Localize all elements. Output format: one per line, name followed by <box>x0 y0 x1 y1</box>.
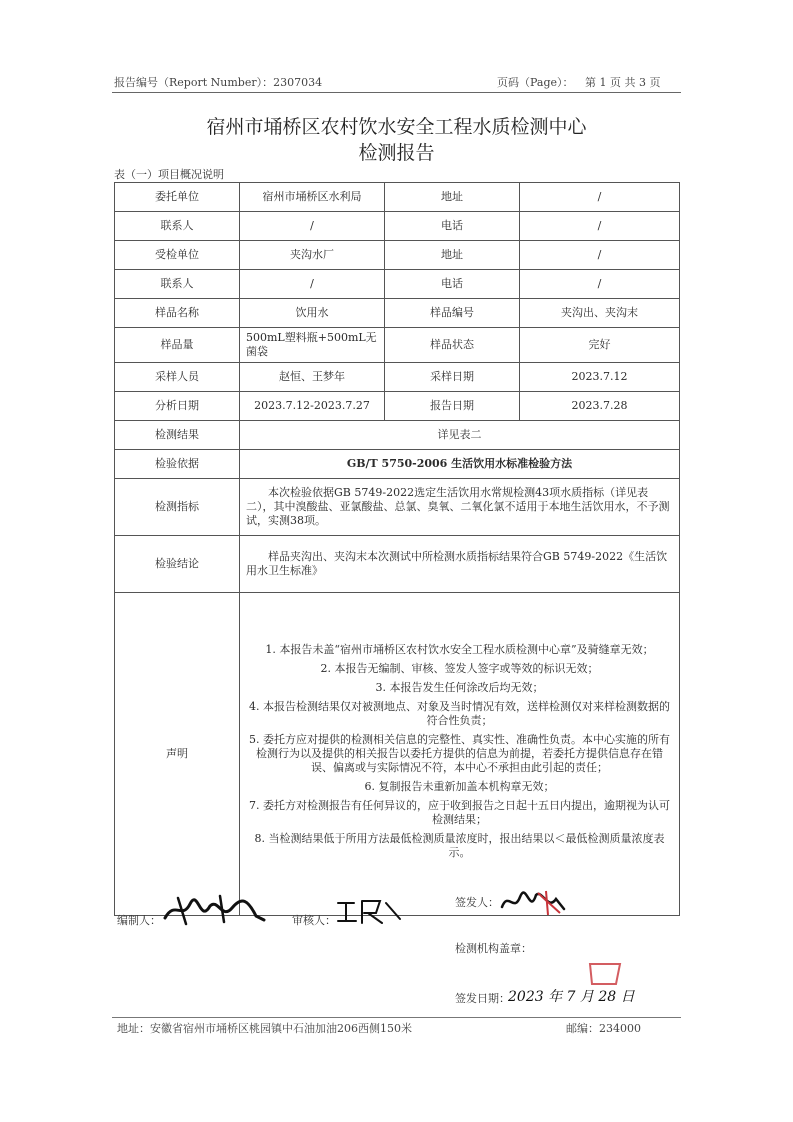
sampling-date-label: 采样日期 <box>385 363 520 392</box>
sampler-label: 采样人员 <box>115 363 240 392</box>
basis-label: 检验依据 <box>115 450 240 479</box>
table-row <box>115 392 680 421</box>
declaration-item: 4. 本报告检测结果仅对被测地点、对象及当时情况有效，送样检测仅对来样检测数据的符合性负责； <box>249 700 670 727</box>
reviewer-signature <box>334 893 404 927</box>
declaration-item: 7. 委托方对检测报告有任何异议的，应于收到报告之日起十五日内提出，逾期视为认可检测结果； <box>249 799 670 826</box>
issue-date-handwritten: 2023 年 7 月 28 日 <box>508 989 635 1005</box>
result-value: 详见表二 <box>240 421 680 450</box>
conclusion-label: 检验结论 <box>115 536 240 593</box>
footer-postcode: 邮编：234000 <box>566 1022 641 1035</box>
phone-value: / <box>520 212 680 241</box>
conclusion-value: 样品夹沟出、夹沟末本次测试中所检测水质指标结果符合GB 5749-2022《生活饮用水卫生标准》 <box>246 550 668 577</box>
overview-table <box>114 182 680 916</box>
sample-name-value: 饮用水 <box>240 299 385 328</box>
red-stamp-fragment <box>586 958 626 988</box>
page-title: 宿州市埇桥区农村饮水安全工程水质检测中心 <box>206 116 587 138</box>
issue-date-label: 签发日期： <box>455 992 510 1005</box>
report-number: 报告编号（Report Number）：2307034 <box>114 76 323 89</box>
phone-label: 电话 <box>385 212 520 241</box>
table-row <box>115 212 680 241</box>
phone2-value: / <box>520 270 680 299</box>
declaration-item: 8. 当检测结果低于所用方法最低检测质量浓度时，报出结果以＜最低检测质量浓度表示。 <box>254 832 665 859</box>
table-row <box>115 328 680 363</box>
contact-value: / <box>240 212 385 241</box>
phone2-label: 电话 <box>385 270 520 299</box>
declaration-list <box>240 593 680 916</box>
issuer-label: 签发人： <box>455 896 499 909</box>
sample-state-label: 样品状态 <box>385 328 520 363</box>
page-number: 第 1 页 共 3 页 <box>585 76 661 89</box>
declaration-item: 5. 委托方应对提供的检测相关信息的完整性、真实性、准确性负责。本中心实施的所有检测行为以及提供的相关报告以委托方提供的信息为前提，若委托方提供信息存在错误、偏离或与实际情况不符，本中心不承担由此引起的责任； <box>249 733 670 774</box>
analysis-date-label: 分析日期 <box>115 392 240 421</box>
table-row <box>115 241 680 270</box>
sample-no-value: 夹沟出、夹沟末 <box>520 299 680 328</box>
address-label: 地址 <box>385 183 520 212</box>
editor-label: 编制人： <box>117 914 161 927</box>
table-caption: 表（一）项目概况说明 <box>114 168 224 181</box>
table-row <box>115 363 680 392</box>
table-row <box>115 479 680 536</box>
table-row <box>115 421 680 450</box>
sample-qty-label: 样品量 <box>115 328 240 363</box>
client-value: 宿州市埇桥区水利局 <box>240 183 385 212</box>
sampler-value: 赵恒、王梦年 <box>240 363 385 392</box>
page-subtitle: 检测报告 <box>358 142 435 164</box>
report-date-label: 报告日期 <box>385 392 520 421</box>
analysis-date-value: 2023.7.12-2023.7.27 <box>240 392 385 421</box>
table-row <box>115 183 680 212</box>
client-label: 委托单位 <box>115 183 240 212</box>
address-value: / <box>520 183 680 212</box>
report-date-value: 2023.7.28 <box>520 392 680 421</box>
sampling-date-value: 2023.7.12 <box>520 363 680 392</box>
footer-divider <box>112 1017 681 1018</box>
inspected-unit-value: 夹沟水厂 <box>240 241 385 270</box>
sample-name-label: 样品名称 <box>115 299 240 328</box>
table-row <box>115 536 680 593</box>
reviewer-label: 审核人： <box>292 914 336 927</box>
sample-qty-value: 500mL塑料瓶+500mL无菌袋 <box>240 328 385 363</box>
contact2-label: 联系人 <box>115 270 240 299</box>
basis-value: GB/T 5750-2006 生活饮用水标准检验方法 <box>240 450 680 479</box>
table-row <box>115 270 680 299</box>
table-row <box>115 593 680 916</box>
declaration-label: 声明 <box>115 593 240 916</box>
address2-label: 地址 <box>385 241 520 270</box>
declaration-item: 2. 本报告无编制、审核、签发人签字或等效的标识无效； <box>320 662 599 675</box>
editor-signature <box>160 890 270 930</box>
sample-state-value: 完好 <box>520 328 680 363</box>
inspected-unit-label: 受检单位 <box>115 241 240 270</box>
footer-address: 地址：安徽省宿州市埇桥区桃园镇中石油加油206西侧150米 <box>117 1022 412 1035</box>
address2-value: / <box>520 241 680 270</box>
declaration-item: 1. 本报告未盖“宿州市埇桥区农村饮水安全工程水质检测中心章”及骑缝章无效； <box>265 643 654 656</box>
indicator-value: 本次检验依据GB 5749-2022选定生活饮用水常规检测43项水质指标（详见表二），其中溴酸盐、亚氯酸盐、总氯、臭氧、二氧化氯不适用于本地生活饮用水，不予测试，实测38项。 <box>246 486 670 527</box>
page-label: 页码（Page）： <box>497 76 574 89</box>
seal-label: 检测机构盖章： <box>455 942 532 955</box>
contact2-value: / <box>240 270 385 299</box>
table-row <box>115 450 680 479</box>
header-divider <box>112 92 681 93</box>
declaration-item: 6. 复制报告未重新加盖本机构章无效； <box>364 780 555 793</box>
declaration-item: 3. 本报告发生任何涂改后均无效； <box>375 681 544 694</box>
issuer-signature <box>498 885 568 919</box>
sample-no-label: 样品编号 <box>385 299 520 328</box>
contact-label: 联系人 <box>115 212 240 241</box>
indicator-label: 检测指标 <box>115 479 240 536</box>
table-row <box>115 299 680 328</box>
result-label: 检测结果 <box>115 421 240 450</box>
